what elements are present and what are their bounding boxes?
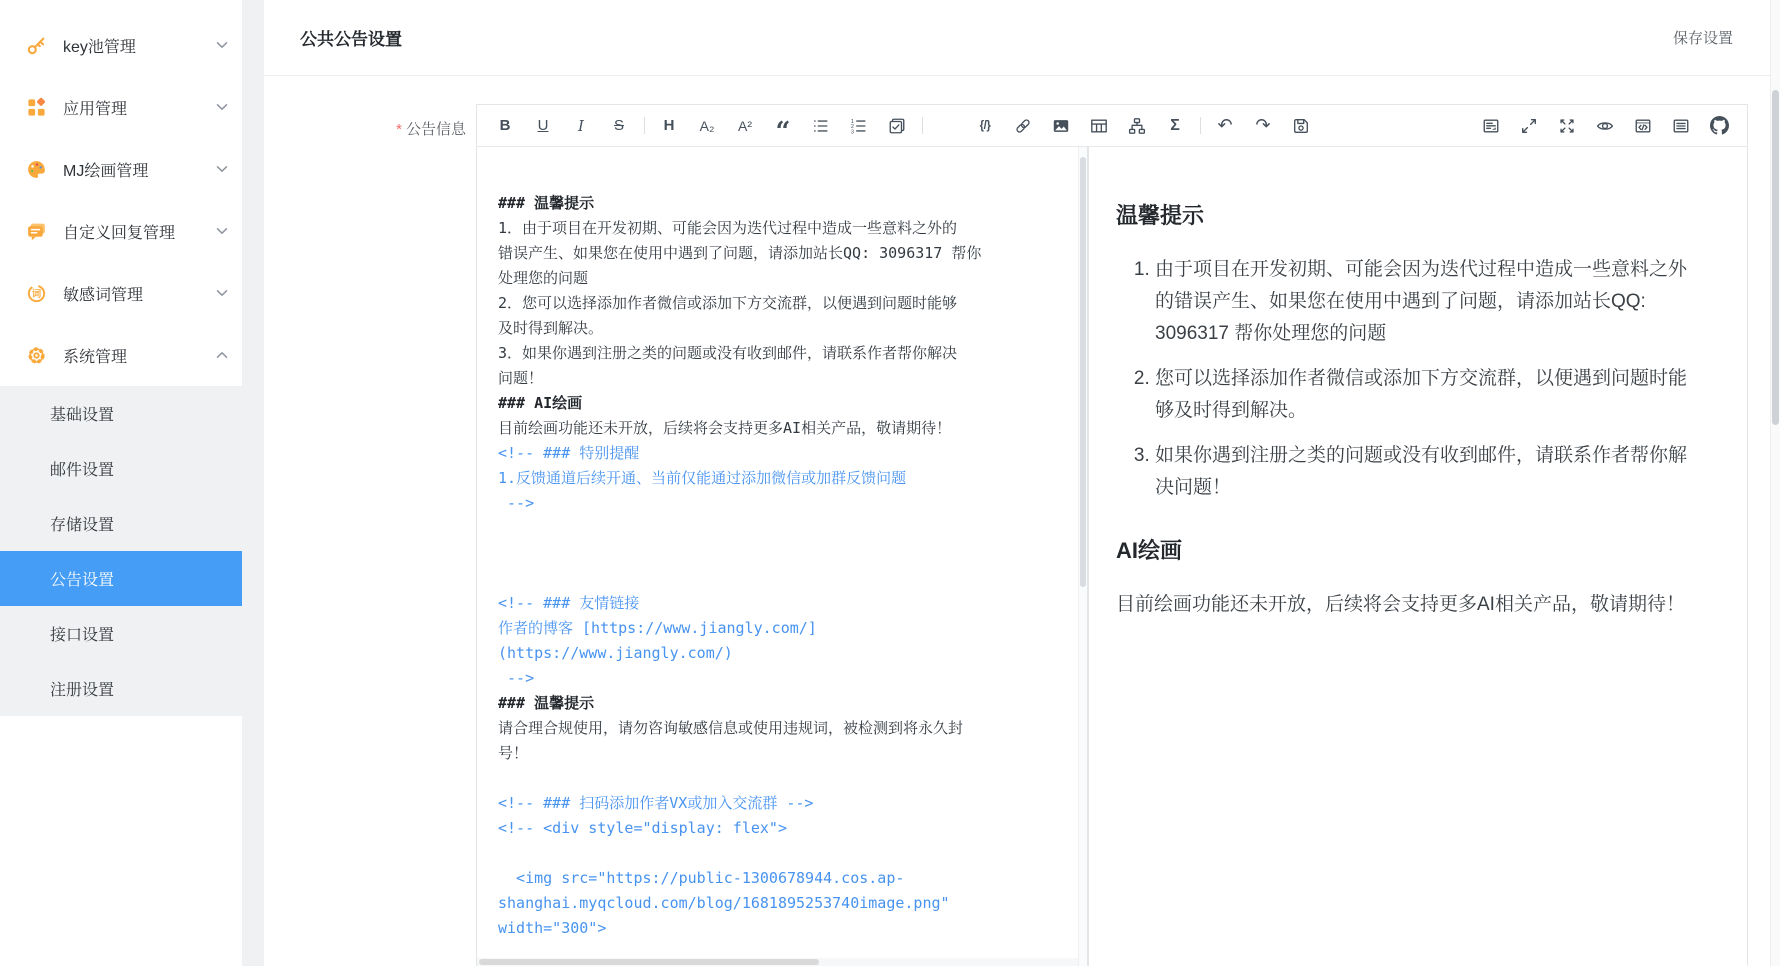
- link-button[interactable]: [1008, 112, 1038, 140]
- chat-icon: [25, 220, 47, 242]
- sensitive-word-icon: [25, 282, 47, 304]
- page-fullscreen-button[interactable]: [1514, 112, 1544, 140]
- chevron-down-icon: [216, 103, 228, 111]
- catalog-button[interactable]: [1666, 112, 1696, 140]
- toolbar-divider: [1200, 117, 1201, 134]
- field-label-text: 公告信息: [405, 121, 466, 138]
- source-hscrollbar: [477, 958, 1078, 966]
- source-scrollbar: [1078, 147, 1087, 966]
- source-line: [498, 766, 1064, 791]
- sidebar-subitem-label: 存储设置: [50, 517, 115, 534]
- ordered-list-button[interactable]: [844, 112, 874, 140]
- image-button[interactable]: [1046, 112, 1076, 140]
- preview-list-item: 1. 由于项目在开发初期、可能会因为迭代过程中造成一些意料之外的错误产生、如果您在使用中遇到了问题，请添加站长QQ: 3096317 帮你处理您的问题: [1155, 254, 1695, 350]
- sidebar-item-label: MJ绘画管理: [63, 162, 149, 180]
- source-line: <!-- ### 特别提醒: [498, 444, 640, 462]
- bold-button[interactable]: [490, 112, 520, 140]
- sidebar-menu: [0, 0, 242, 386]
- save-button[interactable]: [1286, 112, 1316, 140]
- formula-icon: Σ: [1170, 116, 1180, 134]
- code-row-button[interactable]: [932, 112, 962, 140]
- source-line: 1．由于项目在开发初期、可能会因为迭代过程中造成一些意料之外的: [498, 219, 958, 237]
- sidebar-subitem-storage-settings[interactable]: [0, 496, 242, 551]
- catalog-icon: [1672, 117, 1690, 135]
- code-block-icon: {/}: [979, 119, 991, 132]
- preview-content: [1116, 199, 1717, 621]
- quote-button[interactable]: [768, 112, 798, 147]
- italic-button[interactable]: [566, 112, 596, 140]
- toolbar-divider: [644, 117, 645, 134]
- link-icon: [1014, 117, 1032, 135]
- preview-list-item: 3. 如果你遇到注册之类的问题或没有收到邮件，请联系作者帮你解决问题！: [1155, 440, 1695, 504]
- source-line: width="300">: [498, 919, 607, 937]
- source-line: 目前绘画功能还未开放，后续将会支持更多AI相关产品，敬请期待！: [498, 419, 952, 437]
- apps-icon: [25, 96, 47, 118]
- title-button[interactable]: [654, 112, 684, 140]
- editor-body: [477, 147, 1747, 966]
- sidebar-subitem-label: 接口设置: [50, 627, 115, 644]
- sidebar-subitem-announcement-settings[interactable]: [0, 551, 242, 606]
- bold-icon: B: [499, 117, 511, 134]
- svg-text:词: 词: [31, 288, 41, 300]
- svg-text:2: 2: [850, 123, 854, 130]
- source-hscrollbar-thumb[interactable]: [479, 959, 819, 965]
- ordered-list-icon: [850, 117, 868, 135]
- sidebar-subitem-api-settings[interactable]: [0, 606, 242, 661]
- source-line: ### 温馨提示: [498, 194, 595, 212]
- key-icon: [25, 34, 47, 56]
- preview-heading: 温馨提示: [1116, 203, 1205, 228]
- gear-icon: [25, 344, 47, 366]
- source-line: 2．您可以选择添加作者微信或添加下方交流群，以便遇到问题时能够: [498, 294, 958, 312]
- sidebar-subitem-label: 邮件设置: [50, 462, 115, 479]
- redo-button[interactable]: [1248, 112, 1278, 140]
- chevron-down-icon: [216, 227, 228, 235]
- source-line: 3．如果你遇到注册之类的问题或没有收到邮件，请联系作者帮你解决: [498, 344, 958, 362]
- code-block-button[interactable]: [970, 112, 1000, 140]
- sidebar-subitem-label: 公告设置: [50, 572, 115, 589]
- chevron-up-icon: [216, 351, 228, 359]
- subscript-button[interactable]: [692, 112, 722, 140]
- page-scrollbar-thumb[interactable]: [1772, 90, 1779, 425]
- source-line: <img src="https://public-1300678944.cos.ap-: [498, 869, 905, 887]
- superscript-icon: A²: [738, 117, 752, 134]
- preview-button[interactable]: [1590, 112, 1620, 140]
- unordered-list-button[interactable]: [806, 112, 836, 140]
- chevron-down-icon: [216, 289, 228, 297]
- source-line: shanghai.myqcloud.com/blog/1681895253740image.png": [498, 894, 950, 912]
- source-line: ### AI绘画: [498, 394, 583, 412]
- quote-icon: “: [775, 116, 791, 147]
- sidebar-item-apps[interactable]: [0, 76, 242, 138]
- strikethrough-button[interactable]: [604, 112, 634, 140]
- sidebar-item-key-pool[interactable]: [0, 14, 242, 76]
- toolbar-right-group: [1476, 112, 1734, 140]
- mermaid-button[interactable]: [1122, 112, 1152, 140]
- fullscreen-icon: [1558, 117, 1576, 135]
- sidebar-item-label: 应用管理: [63, 100, 128, 118]
- preview-only-button[interactable]: [1476, 112, 1506, 140]
- italic-icon: I: [578, 116, 584, 135]
- page-scrollbar: [1770, 0, 1780, 966]
- sidebar-submenu: [0, 386, 242, 716]
- required-asterisk: *: [396, 121, 402, 138]
- sidebar-subitem-basic-settings[interactable]: [0, 386, 242, 441]
- editor-toolbar: [477, 105, 1747, 147]
- table-icon: [1090, 117, 1108, 135]
- source-line: [498, 566, 1064, 591]
- palette-icon: [25, 158, 47, 180]
- sidebar-item-label: 系统管理: [63, 348, 128, 366]
- source-line: [498, 541, 1064, 566]
- title-icon: H: [663, 117, 675, 134]
- toolbar-left-group: [490, 112, 1324, 147]
- sidebar-subitem-label: 注册设置: [50, 682, 115, 699]
- source-line: -->: [498, 669, 535, 687]
- sidebar-item-custom-reply[interactable]: [0, 200, 242, 262]
- source-line: 处理您的问题: [498, 269, 589, 287]
- task-list-icon: [888, 117, 906, 135]
- preview-only-icon: [1482, 117, 1500, 135]
- html-preview-icon: [1634, 117, 1652, 135]
- markdown-preview: [1089, 147, 1747, 966]
- source-line: [498, 841, 1064, 866]
- task-list-button[interactable]: [882, 112, 912, 140]
- source-line: 作者的博客 [https://www.jiangly.com/]: [498, 619, 817, 637]
- table-button[interactable]: [1084, 112, 1114, 140]
- sidebar-item-sensitive-words[interactable]: [0, 262, 242, 324]
- underline-button[interactable]: [528, 112, 558, 140]
- strikethrough-icon: S: [613, 117, 624, 134]
- save-settings-button[interactable]: 保存设置: [1673, 27, 1733, 48]
- preview-paragraph: 目前绘画功能还未开放，后续将会支持更多AI相关产品，敬请期待！: [1116, 594, 1685, 615]
- source-line: 问题！: [498, 369, 544, 387]
- page-fullscreen-icon: [1520, 117, 1538, 135]
- source-line: <!-- <div style="display: flex">: [498, 819, 787, 837]
- redo-icon: ↷: [1255, 115, 1271, 135]
- preview-ordered-list: [1116, 254, 1717, 504]
- svg-text:1: 1: [850, 118, 854, 125]
- source-line: ### 温馨提示: [498, 694, 595, 712]
- sidebar-item-label: 自定义回复管理: [63, 224, 176, 242]
- announcement-field-label: [354, 118, 466, 139]
- svg-text:3: 3: [850, 128, 854, 135]
- formula-button[interactable]: [1160, 112, 1190, 140]
- source-scrollbar-thumb[interactable]: [1080, 157, 1086, 587]
- chevron-down-icon: [216, 41, 228, 49]
- source-line: 错误产生、如果您在使用中遇到了问题，请添加站长QQ: 3096317 帮你: [498, 244, 982, 262]
- source-line: <!-- ### 友情链接: [498, 594, 640, 612]
- toolbar-divider: [922, 117, 923, 134]
- underline-icon: U: [537, 117, 549, 134]
- superscript-button[interactable]: [730, 112, 760, 140]
- page-title: 公共公告设置: [300, 30, 402, 49]
- chevron-down-icon: [216, 165, 228, 173]
- sidebar-item-label: 敏感词管理: [63, 286, 144, 304]
- source-line: -->: [498, 494, 535, 512]
- source-line: 请合理合规使用，请勿咨询敏感信息或使用违规词，被检测到将永久封: [498, 719, 964, 737]
- page-header: [264, 0, 1780, 76]
- sidebar-item-system[interactable]: [0, 324, 242, 386]
- mermaid-icon: [1128, 117, 1146, 135]
- sidebar-subitem-mail-settings[interactable]: [0, 441, 242, 496]
- sidebar-subitem-label: 基础设置: [50, 407, 115, 424]
- preview-heading: AI绘画: [1116, 538, 1183, 563]
- source-line: [498, 516, 1064, 541]
- source-line: 及时得到解决。: [498, 319, 604, 337]
- undo-icon: ↶: [1217, 115, 1233, 135]
- html-preview-button[interactable]: [1628, 112, 1658, 140]
- image-icon: [1052, 117, 1070, 135]
- sidebar: [0, 0, 242, 966]
- sidebar-subitem-register-settings[interactable]: [0, 661, 242, 716]
- markdown-source-input[interactable]: [477, 147, 1078, 966]
- github-icon: [1710, 116, 1729, 135]
- source-line: (https://www.jiangly.com/): [498, 644, 733, 662]
- sidebar-item-label: key池管理: [63, 38, 136, 56]
- source-line: 号！: [498, 744, 529, 762]
- source-line: 1.反馈通道后续开通、当前仅能通过添加微信或加群反馈问题: [498, 469, 907, 487]
- fullscreen-button[interactable]: [1552, 112, 1582, 140]
- markdown-editor: [476, 104, 1748, 966]
- undo-button[interactable]: [1210, 112, 1240, 140]
- github-button[interactable]: [1704, 112, 1734, 140]
- sidebar-item-mj-draw[interactable]: [0, 138, 242, 200]
- save-icon: [1292, 117, 1310, 135]
- main-panel: [264, 0, 1780, 966]
- subscript-icon: A₂: [699, 117, 715, 134]
- unordered-list-icon: [812, 117, 830, 135]
- source-line: <!-- ### 扫码添加作者VX或加入交流群 -->: [498, 794, 814, 812]
- preview-list-item: 2. 您可以选择添加作者微信或添加下方交流群，以便遇到问题时能够及时得到解决。: [1155, 363, 1695, 427]
- preview-icon: [1596, 117, 1614, 135]
